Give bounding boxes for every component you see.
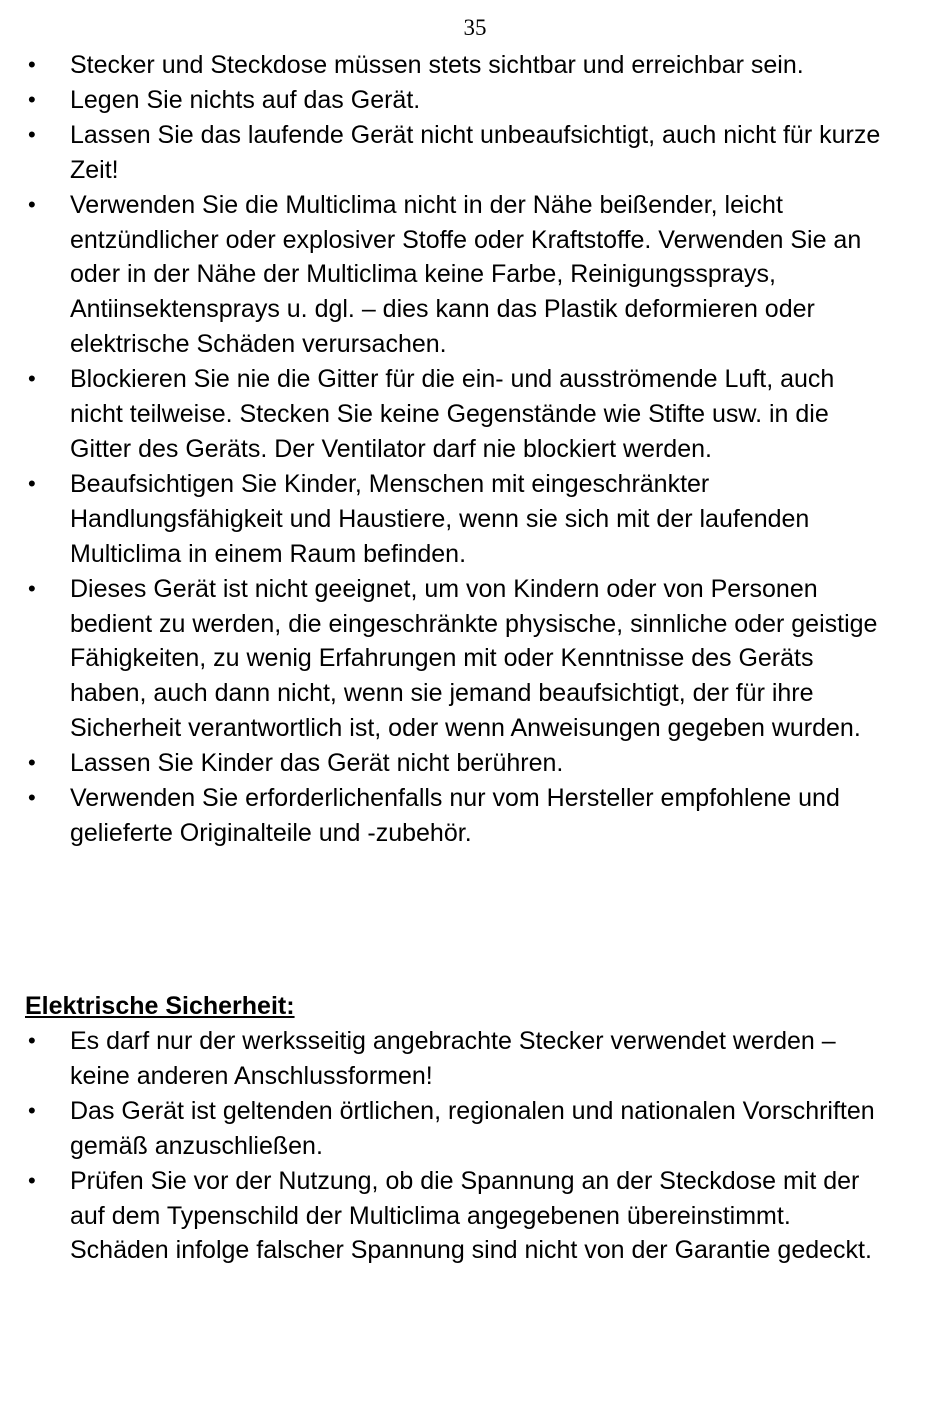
list-item xyxy=(0,467,950,572)
list-item-text: Verwenden Sie die Multiclima nicht in der Nähe beißender, leicht entzündlicher oder explosiver Stoffe oder Kraftstoffe. Verwenden Sie an oder in der Nähe der Multiclima keine Farbe, Reinigungssprays, Antiinsektensprays u. dgl. – dies kann das Plastik deformieren oder elektrische Schäden verursachen. xyxy=(70,190,862,359)
list-item-text: Verwenden Sie erforderlichenfalls nur vom Hersteller empfohlene und gelieferte Originalteile und -zubehör. xyxy=(70,784,840,847)
list-item-text: Dieses Gerät ist nicht geeignet, um von Kindern oder von Personen bedient zu werden, die eingeschränkte physische, sinnliche oder geistige Fähigkeiten, zu wenig Erfahrungen mit oder Kenntnisse des Geräts haben, auch dann nicht, wenn sie jemand beaufsichtigt, der für ihre Sicherheit verantwortlich ist, oder wenn Anweisungen gegeben wurden. xyxy=(70,574,878,743)
bullet-icon: • xyxy=(28,785,36,811)
list-item xyxy=(0,1164,950,1269)
bullet-icon: • xyxy=(28,86,36,112)
list-item xyxy=(0,746,950,781)
bullet-icon: • xyxy=(28,1167,36,1193)
list-item xyxy=(0,781,950,851)
list-item xyxy=(0,118,950,188)
list-item xyxy=(0,1024,950,1094)
electrical-safety-list xyxy=(0,1024,950,1268)
bullet-icon: • xyxy=(28,750,36,776)
bullet-icon: • xyxy=(28,52,36,77)
bullet-icon: • xyxy=(28,191,36,217)
bullet-icon: • xyxy=(28,1097,36,1123)
list-item-text: Lassen Sie Kinder das Gerät nicht berühren. xyxy=(70,749,564,778)
safety-list xyxy=(0,48,950,851)
list-item xyxy=(0,188,950,363)
list-item xyxy=(0,48,950,83)
section-heading-electrical-safety: Elektrische Sicherheit: xyxy=(25,992,295,1020)
list-item-text: Beaufsichtigen Sie Kinder, Menschen mit eingeschränkter Handlungsfähigkeit und Haustiere, wenn sie sich mit der laufenden Multiclima in einem Raum befinden. xyxy=(70,469,810,568)
page-number: 35 xyxy=(463,15,487,40)
list-item-text: Blockieren Sie nie die Gitter für die ein- und ausströmende Luft, auch nicht teilweise. Stecken Sie keine Gegenstände wie Stifte usw. in die Gitter des Geräts. Der Ventilator darf nie blockiert werden. xyxy=(70,365,835,463)
bullet-icon: • xyxy=(28,575,36,601)
list-item-text: Prüfen Sie vor der Nutzung, ob die Spannung an der Steckdose mit der auf dem Typenschild der Multiclima angegebenen übereinstimmt. Schäden infolge falscher Spannung sind nicht von der Garantie gedeckt. xyxy=(70,1166,872,1265)
bullet-icon: • xyxy=(28,470,36,496)
list-item xyxy=(0,83,950,118)
bullet-icon: • xyxy=(28,1028,36,1053)
list-item xyxy=(0,572,950,747)
list-item-text: Das Gerät ist geltenden örtlichen, regionalen und nationalen Vorschriften gemäß anzuschließen. xyxy=(70,1096,875,1160)
list-item xyxy=(0,362,950,467)
bullet-icon: • xyxy=(28,121,36,147)
list-item-text: Lassen Sie das laufende Gerät nicht unbeaufsichtigt, auch nicht für kurze Zeit! xyxy=(70,120,881,184)
list-item-text: Legen Sie nichts auf das Gerät. xyxy=(70,85,421,114)
bullet-icon: • xyxy=(28,366,36,392)
list-item-text: Es darf nur der werksseitig angebrachte Stecker verwendet werden – keine anderen Anschlussformen! xyxy=(70,1027,836,1090)
list-item xyxy=(0,1094,950,1164)
list-item-text: Stecker und Steckdose müssen stets sichtbar und erreichbar sein. xyxy=(70,51,804,79)
